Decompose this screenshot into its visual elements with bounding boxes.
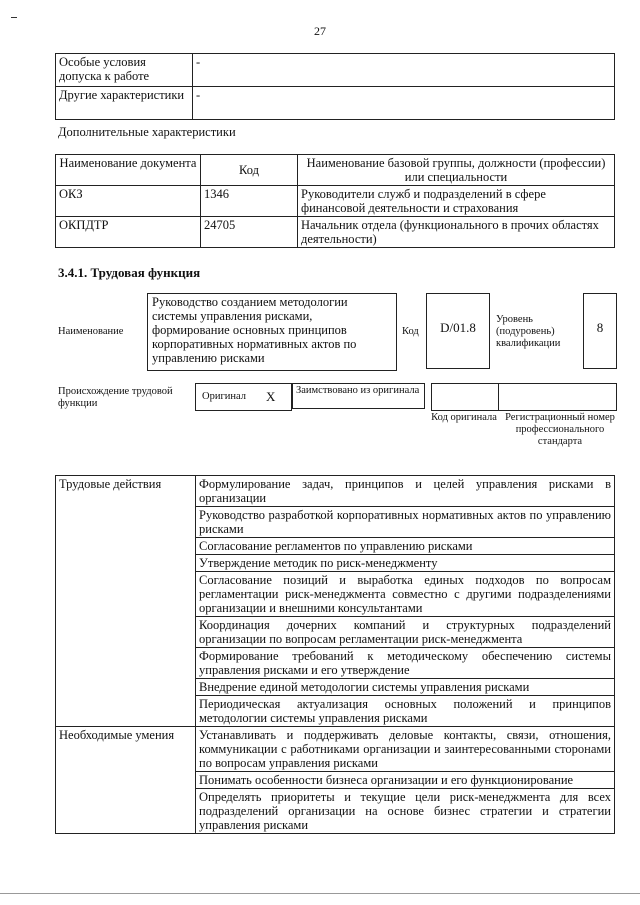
labor-actions-table bbox=[55, 475, 615, 834]
action-item: Согласование регламентов по управлению рисками bbox=[196, 538, 615, 555]
action-item: Периодическая актуализация основных положений и принципов методологии системы управления рисками bbox=[196, 696, 615, 727]
registration-number-cell bbox=[498, 383, 617, 411]
table-cell: 24705 bbox=[201, 217, 298, 248]
table-row bbox=[56, 217, 615, 248]
action-item: Формирование требований к методическому обеспечению системы управления рисками и его утверждение bbox=[196, 648, 615, 679]
action-item: Внедрение единой методологии системы управления рисками bbox=[196, 679, 615, 696]
condition-label: Другие характеристики bbox=[56, 87, 193, 120]
condition-label: Особые условия допуска к работе bbox=[56, 54, 193, 87]
function-name-label: Наименование bbox=[58, 326, 124, 337]
condition-value: - bbox=[193, 54, 615, 87]
table-row bbox=[56, 727, 615, 772]
column-header: Наименование документа bbox=[56, 155, 201, 186]
section-title: 3.4.1. Трудовая функция bbox=[58, 265, 201, 280]
action-item: Утверждение методик по риск-менеджменту bbox=[196, 555, 615, 572]
conditions-table bbox=[55, 53, 615, 120]
function-code-label: Код bbox=[402, 326, 419, 337]
action-item: Координация дочерних компаний и структурных подразделений организации по вопросам регламентации риск-менеджмента bbox=[196, 617, 615, 648]
table-row bbox=[56, 186, 615, 217]
column-header: Код bbox=[201, 155, 298, 186]
qualification-level-value: 8 bbox=[583, 293, 617, 369]
function-name-value: Руководство созданием методологии системы управления рисками, формирование основных принципов корпоративных нормативных актов по управлению рисками bbox=[147, 293, 397, 371]
action-item: Согласование позиций и выработка единых подходов по вопросам регламентации риск-менеджмента совместно с другими подразделениями организации и внешними консультантами bbox=[196, 572, 615, 617]
skill-item: Определять приоритеты и текущие цели риск-менеджмента для всех подразделений организации на основе бизнес стратегии и стратегии управления рисками bbox=[196, 789, 615, 834]
condition-value: - bbox=[193, 87, 615, 120]
page-number: 27 bbox=[314, 24, 326, 38]
action-item: Формулирование задач, принципов и целей управления рисками в организации bbox=[196, 476, 615, 507]
original-cell bbox=[195, 383, 292, 411]
margin-tick bbox=[11, 17, 17, 18]
table-cell: ОКЗ bbox=[56, 186, 201, 217]
original-code-cell bbox=[431, 383, 499, 411]
original-code-caption: Код оригинала bbox=[431, 412, 497, 423]
action-item: Руководство разработкой корпоративных нормативных актов по управлению рисками bbox=[196, 507, 615, 538]
borrowed-cell: Заимствовано из оригинала bbox=[292, 383, 425, 409]
skill-item: Устанавливать и поддерживать деловые контакты, связи, отношения, коммуникации с работниками организации и заинтересованными сторонами по вопросам управления рисками bbox=[196, 727, 615, 772]
additional-characteristics-title: Дополнительные характеристики bbox=[58, 125, 236, 139]
qualification-level-label: Уровень (подуровень) квалификации bbox=[496, 314, 561, 349]
table-row bbox=[56, 87, 615, 120]
table-row bbox=[56, 476, 615, 507]
additional-characteristics-table bbox=[55, 154, 615, 248]
original-mark: X bbox=[266, 389, 276, 404]
original-label: Оригинал bbox=[202, 391, 246, 402]
table-cell: ОКПДТР bbox=[56, 217, 201, 248]
origin-label: Происхождение трудовой функции bbox=[58, 386, 173, 409]
column-header: Наименование базовой группы, должности (профессии) или специальности bbox=[298, 155, 615, 186]
table-row bbox=[56, 54, 615, 87]
actions-label: Трудовые действия bbox=[56, 476, 196, 727]
registration-number-caption: Регистрационный номер профессионального стандарта bbox=[505, 412, 615, 447]
page-bottom-edge bbox=[0, 893, 640, 894]
table-cell: Начальник отдела (функционального в прочих областях деятельности) bbox=[298, 217, 615, 248]
skill-item: Понимать особенности бизнеса организации и его функционирование bbox=[196, 772, 615, 789]
function-code-value: D/01.8 bbox=[426, 293, 490, 369]
table-cell: Руководители служб и подразделений в сфере финансовой деятельности и страхования bbox=[298, 186, 615, 217]
table-header-row bbox=[56, 155, 615, 186]
skills-label: Необходимые умения bbox=[56, 727, 196, 834]
table-cell: 1346 bbox=[201, 186, 298, 217]
